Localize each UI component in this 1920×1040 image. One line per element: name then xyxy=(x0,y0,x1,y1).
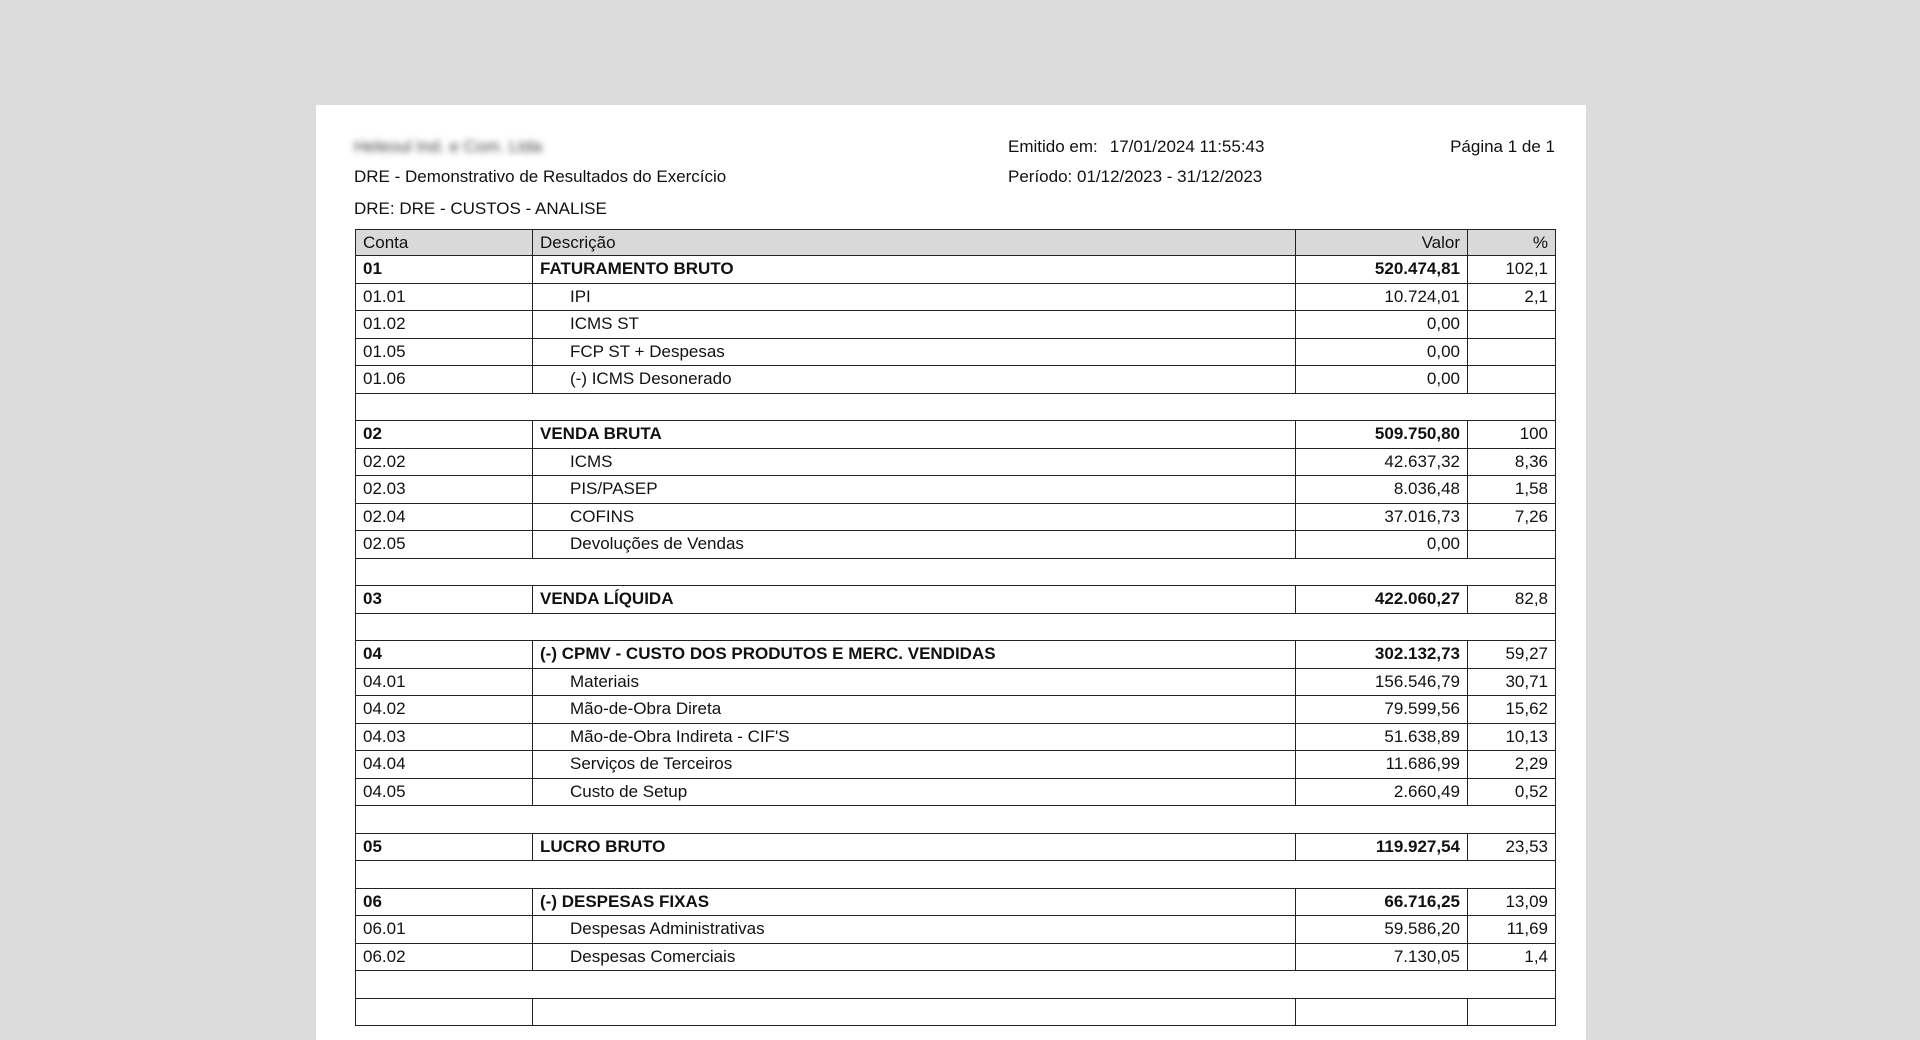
cell-descricao: (-) ICMS Desonerado xyxy=(533,366,1296,394)
col-header-pct: % xyxy=(1468,230,1556,256)
blank-row xyxy=(356,558,1556,586)
cell-valor: 37.016,73 xyxy=(1296,503,1468,531)
table-row xyxy=(356,668,1556,696)
blank-row xyxy=(356,861,1556,889)
period: Período: 01/12/2023 - 31/12/2023 xyxy=(1008,167,1263,186)
cell-valor: 42.637,32 xyxy=(1296,448,1468,476)
cell-pct: 100 xyxy=(1468,421,1556,449)
blank-cell xyxy=(356,393,1556,421)
cell-descricao: Custo de Setup xyxy=(533,778,1296,806)
table-row xyxy=(356,448,1556,476)
cell-pct: 11,69 xyxy=(1468,916,1556,944)
cell-valor: 2.660,49 xyxy=(1296,778,1468,806)
cell-pct: 2,1 xyxy=(1468,283,1556,311)
cell-valor: 10.724,01 xyxy=(1296,283,1468,311)
cell-conta: 01.06 xyxy=(356,366,533,394)
table-row xyxy=(356,311,1556,339)
page-number: Página 1 de 1 xyxy=(1450,137,1555,156)
cell-conta: 01.01 xyxy=(356,283,533,311)
cell-pct: 10,13 xyxy=(1468,723,1556,751)
report-title: DRE - Demonstrativo de Resultados do Exercício xyxy=(354,167,727,186)
blank-row xyxy=(356,613,1556,641)
cell-descricao: VENDA BRUTA xyxy=(533,421,1296,449)
cell-pct: 102,1 xyxy=(1468,256,1556,284)
cell-descricao: FCP ST + Despesas xyxy=(533,338,1296,366)
cell-descricao: Mão-de-Obra Indireta - CIF'S xyxy=(533,723,1296,751)
cell-descricao: Devoluções de Vendas xyxy=(533,531,1296,559)
table-header-row xyxy=(356,230,1556,256)
cell-conta: 01.05 xyxy=(356,338,533,366)
cell-valor: 11.686,99 xyxy=(1296,751,1468,779)
cell-conta: 04.02 xyxy=(356,696,533,724)
cell-conta: 02.02 xyxy=(356,448,533,476)
cell-pct xyxy=(1468,998,1556,1026)
cell-valor: 66.716,25 xyxy=(1296,888,1468,916)
cell-valor: 7.130,05 xyxy=(1296,943,1468,971)
cell-conta: 05 xyxy=(356,833,533,861)
col-header-conta: Conta xyxy=(356,230,533,256)
cell-descricao: FATURAMENTO BRUTO xyxy=(533,256,1296,284)
cell-valor: 0,00 xyxy=(1296,366,1468,394)
cell-pct: 2,29 xyxy=(1468,751,1556,779)
cell-conta: 02 xyxy=(356,421,533,449)
table-row xyxy=(356,366,1556,394)
cell-valor: 59.586,20 xyxy=(1296,916,1468,944)
table-row xyxy=(356,723,1556,751)
table-row-group xyxy=(356,888,1556,916)
cell-conta: 04.01 xyxy=(356,668,533,696)
table-row xyxy=(356,503,1556,531)
cell-conta: 02.05 xyxy=(356,531,533,559)
cell-conta: 02.04 xyxy=(356,503,533,531)
cell-descricao: Serviços de Terceiros xyxy=(533,751,1296,779)
cell-pct: 13,09 xyxy=(1468,888,1556,916)
cell-descricao: VENDA LÍQUIDA xyxy=(533,586,1296,614)
cell-valor: 422.060,27 xyxy=(1296,586,1468,614)
report-page xyxy=(316,105,1586,1040)
blank-cell xyxy=(356,861,1556,889)
table-body xyxy=(356,256,1556,1026)
table-row-group xyxy=(356,641,1556,669)
table-row xyxy=(356,916,1556,944)
cell-conta: 04.03 xyxy=(356,723,533,751)
cell-valor: 302.132,73 xyxy=(1296,641,1468,669)
cell-conta: 02.03 xyxy=(356,476,533,504)
cell-valor: 509.750,80 xyxy=(1296,421,1468,449)
cell-descricao: Despesas Administrativas xyxy=(533,916,1296,944)
cell-pct xyxy=(1468,338,1556,366)
cell-conta: 06.02 xyxy=(356,943,533,971)
blank-cell xyxy=(356,558,1556,586)
company-name: Heleoul Ind. e Com. Ltda xyxy=(354,137,543,156)
cell-descricao: (-) DESPESAS FIXAS xyxy=(533,888,1296,916)
cell-conta xyxy=(356,998,533,1026)
col-header-descricao: Descrição xyxy=(533,230,1296,256)
table-row-group xyxy=(356,833,1556,861)
blank-cell xyxy=(356,806,1556,834)
cell-descricao: IPI xyxy=(533,283,1296,311)
cell-descricao: ICMS ST xyxy=(533,311,1296,339)
cell-valor: 0,00 xyxy=(1296,531,1468,559)
cell-pct: 8,36 xyxy=(1468,448,1556,476)
cell-descricao: Materiais xyxy=(533,668,1296,696)
cell-descricao: PIS/PASEP xyxy=(533,476,1296,504)
blank-row xyxy=(356,393,1556,421)
cell-pct: 59,27 xyxy=(1468,641,1556,669)
table-row-group xyxy=(356,998,1556,1026)
table-row xyxy=(356,283,1556,311)
blank-cell xyxy=(356,971,1556,999)
dre-name: DRE: DRE - CUSTOS - ANALISE xyxy=(354,199,607,218)
cell-conta: 01 xyxy=(356,256,533,284)
cell-descricao: COFINS xyxy=(533,503,1296,531)
cell-pct xyxy=(1468,366,1556,394)
blank-row xyxy=(356,971,1556,999)
blank-cell xyxy=(356,613,1556,641)
table-row xyxy=(356,943,1556,971)
col-header-valor: Valor xyxy=(1296,230,1468,256)
blank-row xyxy=(356,806,1556,834)
cell-conta: 03 xyxy=(356,586,533,614)
cell-conta: 04.04 xyxy=(356,751,533,779)
table-row xyxy=(356,476,1556,504)
cell-pct: 15,62 xyxy=(1468,696,1556,724)
table-row xyxy=(356,531,1556,559)
cell-valor xyxy=(1296,998,1468,1026)
cell-valor: 119.927,54 xyxy=(1296,833,1468,861)
table-row xyxy=(356,751,1556,779)
table-row xyxy=(356,778,1556,806)
table-row xyxy=(356,696,1556,724)
cell-pct xyxy=(1468,531,1556,559)
table-row-group xyxy=(356,586,1556,614)
cell-descricao: (-) CPMV - CUSTO DOS PRODUTOS E MERC. VENDIDAS xyxy=(533,641,1296,669)
cell-valor: 156.546,79 xyxy=(1296,668,1468,696)
cell-descricao: ICMS xyxy=(533,448,1296,476)
cell-conta: 04.05 xyxy=(356,778,533,806)
cell-pct: 1,58 xyxy=(1468,476,1556,504)
dre-table xyxy=(355,229,1556,1026)
cell-descricao: Despesas Comerciais xyxy=(533,943,1296,971)
cell-descricao: LUCRO BRUTO xyxy=(533,833,1296,861)
table-row-group xyxy=(356,256,1556,284)
cell-valor: 79.599,56 xyxy=(1296,696,1468,724)
cell-valor: 51.638,89 xyxy=(1296,723,1468,751)
cell-valor: 0,00 xyxy=(1296,311,1468,339)
cell-pct: 23,53 xyxy=(1468,833,1556,861)
cell-conta: 01.02 xyxy=(356,311,533,339)
cell-pct: 0,52 xyxy=(1468,778,1556,806)
cell-valor: 520.474,81 xyxy=(1296,256,1468,284)
cell-valor: 0,00 xyxy=(1296,338,1468,366)
cell-conta: 06 xyxy=(356,888,533,916)
cell-descricao xyxy=(533,998,1296,1026)
cell-pct: 7,26 xyxy=(1468,503,1556,531)
table-row xyxy=(356,338,1556,366)
cell-pct xyxy=(1468,311,1556,339)
cell-descricao: Mão-de-Obra Direta xyxy=(533,696,1296,724)
cell-pct: 30,71 xyxy=(1468,668,1556,696)
emitted-label: Emitido em: xyxy=(1008,137,1098,156)
table-row-group xyxy=(356,421,1556,449)
cell-pct: 82,8 xyxy=(1468,586,1556,614)
emitted-value: 17/01/2024 11:55:43 xyxy=(1109,137,1265,156)
cell-conta: 04 xyxy=(356,641,533,669)
cell-pct: 1,4 xyxy=(1468,943,1556,971)
cell-conta: 06.01 xyxy=(356,916,533,944)
emitted-at xyxy=(1008,137,1264,157)
cell-valor: 8.036,48 xyxy=(1296,476,1468,504)
